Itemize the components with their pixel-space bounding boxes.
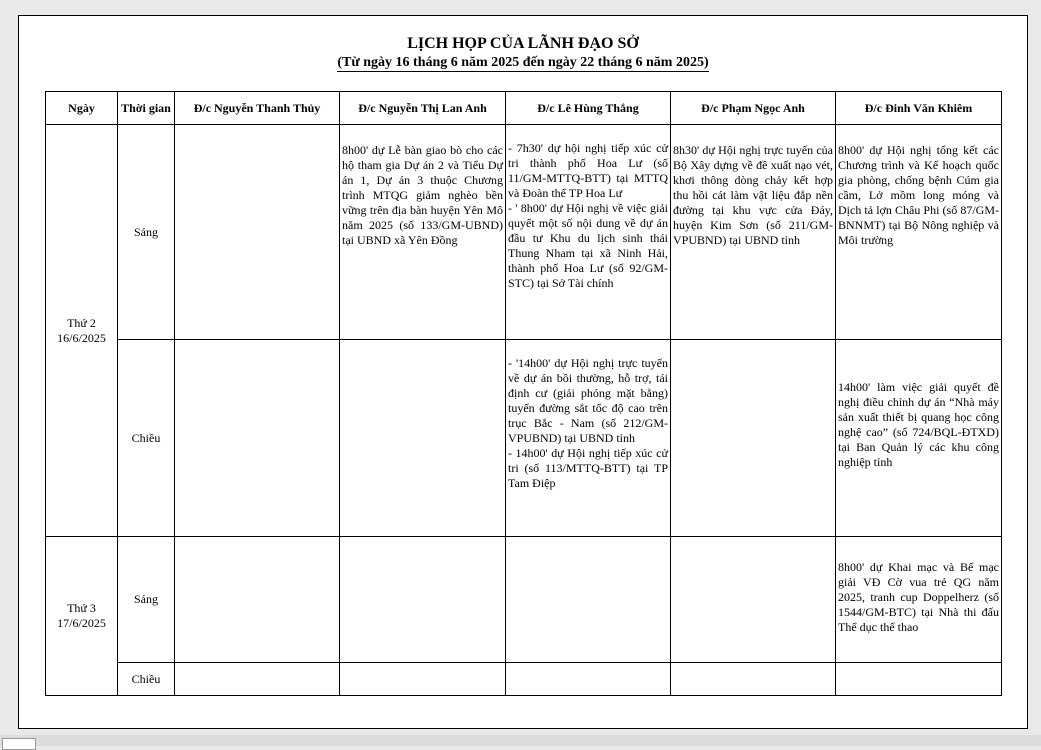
day-cell <box>46 537 118 696</box>
header-day: Ngày <box>46 92 118 125</box>
activity-cell <box>175 125 340 340</box>
activity-cell <box>340 340 506 537</box>
page-title: LỊCH HỌP CỦA LÃNH ĐẠO SỞ <box>407 35 639 52</box>
activity-item: - '14h00' dự Hội nghị trực tuyến về dự án bồi thường, hỗ trợ, tái định cư (giải phóng mặt bằng) tuyến đường sắt tốc độ cao trên trục Bắc - Nam (số 212/GM-VPUBND) tại UBND tỉnh <box>508 356 668 445</box>
activity-cell <box>506 663 671 696</box>
document-page <box>18 15 1028 729</box>
schedule-table <box>45 91 1002 696</box>
activity-cell <box>836 340 1002 537</box>
day-date: 16/6/2025 <box>57 330 106 345</box>
table-row <box>46 340 1002 537</box>
activity-cell <box>836 125 1002 340</box>
activity-cell <box>671 340 836 537</box>
session-cell: Sáng <box>118 537 175 663</box>
activity-item: 8h00' dự Khai mạc và Bế mạc giải VĐ Cờ vua trẻ QG năm 2025, tranh cup Doppelherz (số 1544/GM-BTC) tại Nhà thi đấu Thể dục thể thao <box>838 560 999 634</box>
activity-item: 8h30' dự Hội nghị trực tuyến của Bộ Xây dựng về đề xuất nạo vét, khơi thông dòng chảy kết hợp thu hồi cát làm vật liệu đắp nền đường tại khu vực cửa Đáy, huyện Kim Sơn (số 211/GM-VPUBND) tại UBND tỉnh <box>673 143 833 247</box>
activity-cell <box>506 125 671 340</box>
page-subtitle <box>19 55 1027 71</box>
session-cell: Chiều <box>118 663 175 696</box>
day-date: 17/6/2025 <box>57 616 106 630</box>
activity-item: 8h00' dự Lễ bàn giao bò cho các hộ tham gia Dự án 2 và Tiểu Dự án 1, Dự án 3 thuộc Chương trình MTQG giảm nghèo bền vững trên địa bàn huyện Yên Mô năm 2025 (số 133/GM-UBND) tại UBND xã Yên Đồng <box>342 143 503 247</box>
activity-cell <box>506 340 671 537</box>
activity-cell <box>506 537 671 663</box>
table-row <box>46 537 1002 663</box>
activity-cell <box>340 537 506 663</box>
day-label: Thứ 2 <box>67 315 96 330</box>
day-label: Thứ 3 <box>67 601 96 615</box>
header-person-1: Đ/c Nguyễn Thanh Thủy <box>175 92 340 125</box>
table-row <box>46 125 1002 340</box>
page-navigation-box[interactable] <box>2 738 36 750</box>
activity-cell <box>175 537 340 663</box>
header-time: Thời gian <box>118 92 175 125</box>
header-person-5: Đ/c Đinh Văn Khiêm <box>836 92 1002 125</box>
activity-cell <box>836 537 1002 663</box>
activity-cell <box>671 537 836 663</box>
activity-item: - 14h00' dự Hội nghị tiếp xúc cử tri (số 113/MTTQ-BTT) tại TP Tam Điệp <box>508 446 668 490</box>
activity-item: 14h00' làm việc giải quyết đề nghị điều chỉnh dự án “Nhà máy sản xuất thiết bị quang học công nghệ cao” (số 724/BQL-ĐTXD) tại Ban Quản lý các khu công nghiệp tỉnh <box>838 380 999 469</box>
header-person-2: Đ/c Nguyễn Thị Lan Anh <box>340 92 506 125</box>
session-cell: Chiều <box>118 340 175 537</box>
page-subtitle-text: (Từ ngày 16 tháng 6 năm 2025 đến ngày 22 tháng 6 năm 2025) <box>337 55 709 70</box>
table-row <box>46 663 1002 696</box>
activity-cell <box>671 125 836 340</box>
activity-cell <box>175 663 340 696</box>
activity-cell <box>175 340 340 537</box>
activity-item: 8h00' dự Hội nghị tổng kết các Chương trình và Kế hoạch quốc gia phòng, chống bệnh Cúm gia cầm, Lở mồm long móng và Dịch tả lợn Châu Phi (số 87/GM-BNNMT) tại Bộ Nông nghiệp và Môi trường <box>838 143 999 247</box>
activity-item: - ' 8h00' dự Hội nghị về việc giải quyết một số nội dung về dự án đầu tư Khu du lịch sinh thái Thung Nham tại xã Ninh Hải, thành phố Hoa Lư (số 92/GM-STC) tại Sở Tài chính <box>508 201 668 290</box>
activity-item: - 7h30' dự hội nghị tiếp xúc cử tri thành phố Hoa Lư (số 11/GM-MTTQ-BTT) tại MTTQ và Đoàn thể TP Hoa Lư <box>508 141 668 200</box>
header-row <box>46 92 1002 125</box>
header-person-4: Đ/c Phạm Ngọc Anh <box>671 92 836 125</box>
activity-cell <box>340 125 506 340</box>
activity-cell <box>340 663 506 696</box>
bottom-scroll-area <box>0 735 1041 746</box>
header-person-3: Đ/c Lê Hùng Thắng <box>506 92 671 125</box>
activity-cell <box>671 663 836 696</box>
activity-cell <box>836 663 1002 696</box>
session-cell: Sáng <box>118 125 175 340</box>
day-cell <box>46 125 118 537</box>
